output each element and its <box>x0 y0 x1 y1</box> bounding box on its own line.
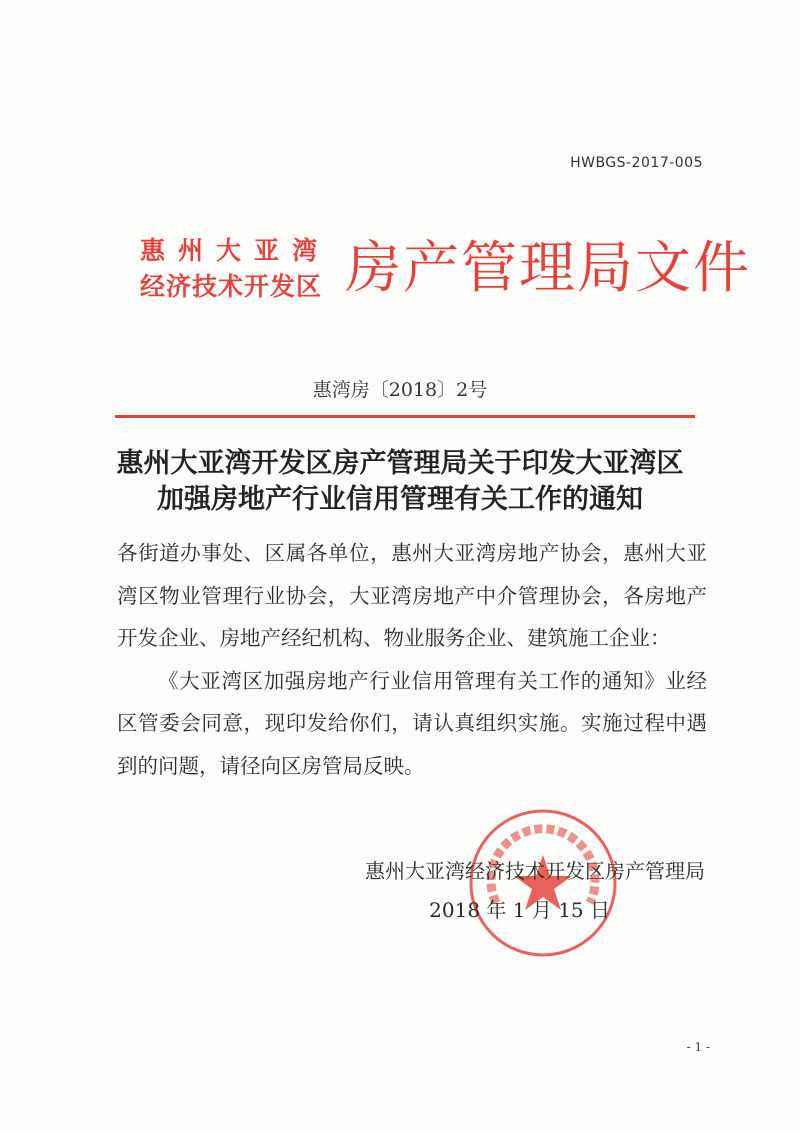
issuer-signature: 惠州大亚湾经济技术开发区房产管理局 <box>365 859 705 883</box>
content-paragraph: 《大亚湾区加强房地产行业信用管理有关工作的通知》业经区管委会同意，现印发给你们，请认真组织实施。实施过程中遇到的问题，请径向区房管局反映。 <box>117 668 707 778</box>
issue-date: 2018 年 1 月 15 日 <box>429 898 610 922</box>
file-number: 惠湾房〔2018〕2号 <box>312 379 488 401</box>
document-title <box>0 446 800 518</box>
header-org-line1: 惠州大亚湾 <box>140 236 331 265</box>
document-body <box>117 532 707 787</box>
page-number: - 1 - <box>686 1040 710 1054</box>
title-line1: 惠州大亚湾开发区房产管理局关于印发大亚湾区 <box>116 448 684 479</box>
document-code: HWBGS-2017-005 <box>570 155 703 171</box>
header-doc-type: 房产管理局文件 <box>345 236 751 301</box>
recipients-paragraph: 各街道办事处、区属各单位，惠州大亚湾房地产协会，惠州大亚湾区物业管理行业协会，大亚湾房地产中介管理协会，各房地产开发企业、房地产经纪机构、物业服务企业、建筑施工企业： <box>117 541 707 650</box>
title-line2: 加强房地产行业信用管理有关工作的通知 <box>157 484 643 515</box>
header-org-line2: 经济技术开发区 <box>140 272 323 301</box>
red-divider <box>115 415 695 418</box>
